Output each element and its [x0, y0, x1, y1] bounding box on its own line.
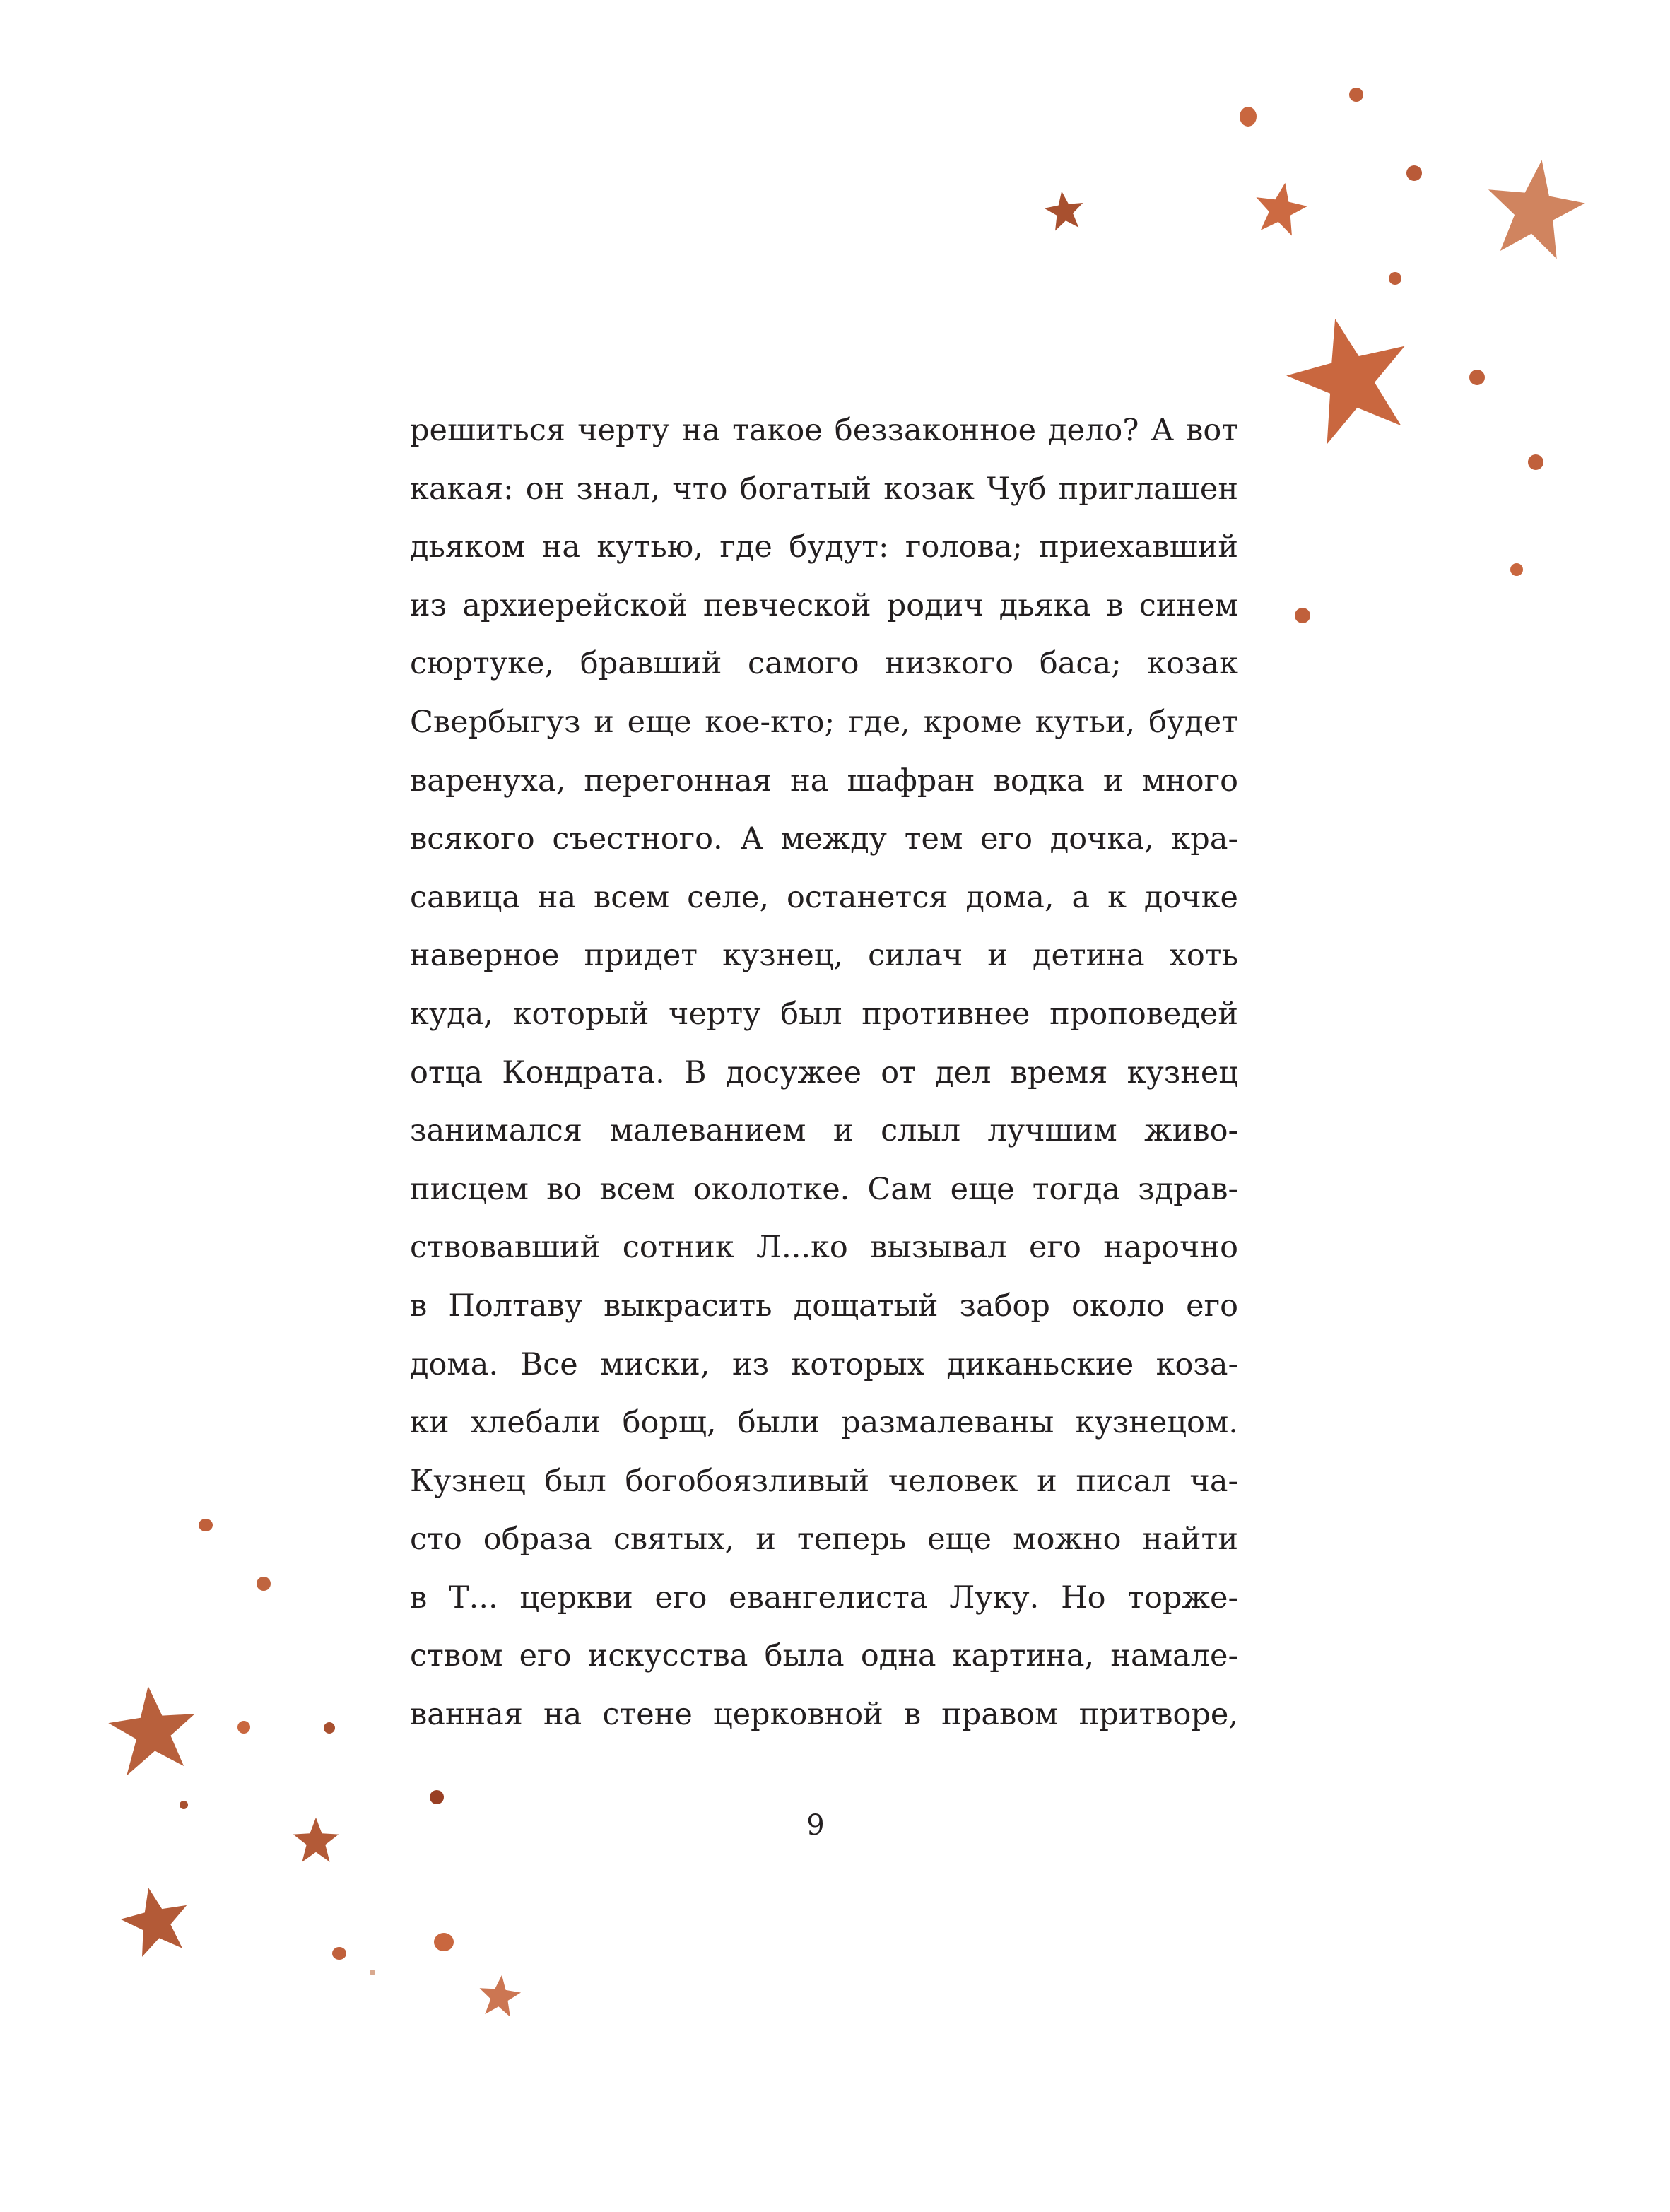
text-line: всякого съестного. А между тем его дочка, кра- — [410, 821, 1238, 857]
dot-icon — [1406, 165, 1422, 181]
dot-icon — [199, 1519, 213, 1531]
star-icon — [107, 1676, 198, 1782]
text-line: какая: он знал, что богатый козак Чуб приглашен — [410, 471, 1238, 507]
page-number: 9 — [806, 1809, 825, 1842]
dot-icon — [1349, 88, 1363, 102]
text-line: ствовавший сотник Л...ко вызывал его нарочно — [410, 1230, 1238, 1266]
text-line: сто образа святых, и теперь еще можно найти — [410, 1522, 1238, 1558]
star-icon — [1286, 314, 1413, 442]
dot-icon — [237, 1721, 250, 1734]
star-icon — [1042, 189, 1087, 232]
dot-icon — [1240, 107, 1257, 127]
text-line: ством его искусства была одна картина, намале- — [410, 1638, 1238, 1674]
text-line: Кузнец был богобоязливый человек и писал ча- — [410, 1463, 1238, 1499]
text-line: наверное придет кузнец, силач и детина хоть — [410, 938, 1238, 974]
dot-icon — [324, 1722, 335, 1734]
dot-icon — [332, 1947, 346, 1960]
dot-icon — [434, 1933, 454, 1951]
dot-icon — [1389, 272, 1401, 285]
text-line: решиться черту на такое беззаконное дело? А вот — [410, 413, 1238, 448]
dot-icon — [1528, 454, 1543, 470]
dot-icon — [1469, 370, 1485, 385]
dot-icon — [370, 1970, 375, 1975]
text-line: дьяком на кутью, где будут: голова; приехавший — [410, 529, 1238, 565]
star-icon — [119, 1882, 192, 1960]
star-icon — [1252, 180, 1309, 237]
dot-icon — [1295, 608, 1310, 623]
text-line: варенуха, перегонная на шафран водка и много — [410, 763, 1238, 799]
text-line: дома. Все миски, из которых диканьские коза- — [410, 1346, 1238, 1382]
text-line: сюртуке, бравший самого низкого баса; козак — [410, 646, 1238, 682]
text-line: ванная на стене церковной в правом притворе, — [410, 1697, 1238, 1733]
text-line: писцем во всем околотке. Сам еще тогда здрав- — [410, 1171, 1238, 1207]
text-line: в Т... церкви его евангелиста Луку. Но торже- — [410, 1579, 1238, 1616]
dot-icon — [1510, 563, 1523, 576]
text-line: савица на всем селе, останется дома, а к дочке — [410, 879, 1238, 915]
body-text — [410, 401, 1238, 1744]
text-line: куда, который черту был противнее проповедей — [410, 996, 1238, 1032]
dot-icon — [257, 1577, 271, 1591]
dot-icon — [430, 1790, 444, 1804]
dot-icon — [180, 1801, 188, 1809]
star-icon — [291, 1815, 341, 1866]
text-line: занимался малеванием и слыл лучшим живо- — [410, 1113, 1238, 1149]
star-icon — [476, 1973, 523, 2018]
text-line: в Полтаву выкрасить дощатый забор около его — [410, 1288, 1238, 1324]
text-line: ки хлебали борщ, были размалеваны кузнецом. — [410, 1405, 1238, 1441]
text-line: Свербыгуз и еще кое-кто; где, кроме кутьи, будет — [410, 704, 1238, 740]
text-line: отца Кондрата. В досужее от дел время кузнец — [410, 1054, 1238, 1090]
star-icon — [1484, 155, 1586, 261]
text-line: из архиерейской певческой родич дьяка в синем — [410, 587, 1238, 623]
